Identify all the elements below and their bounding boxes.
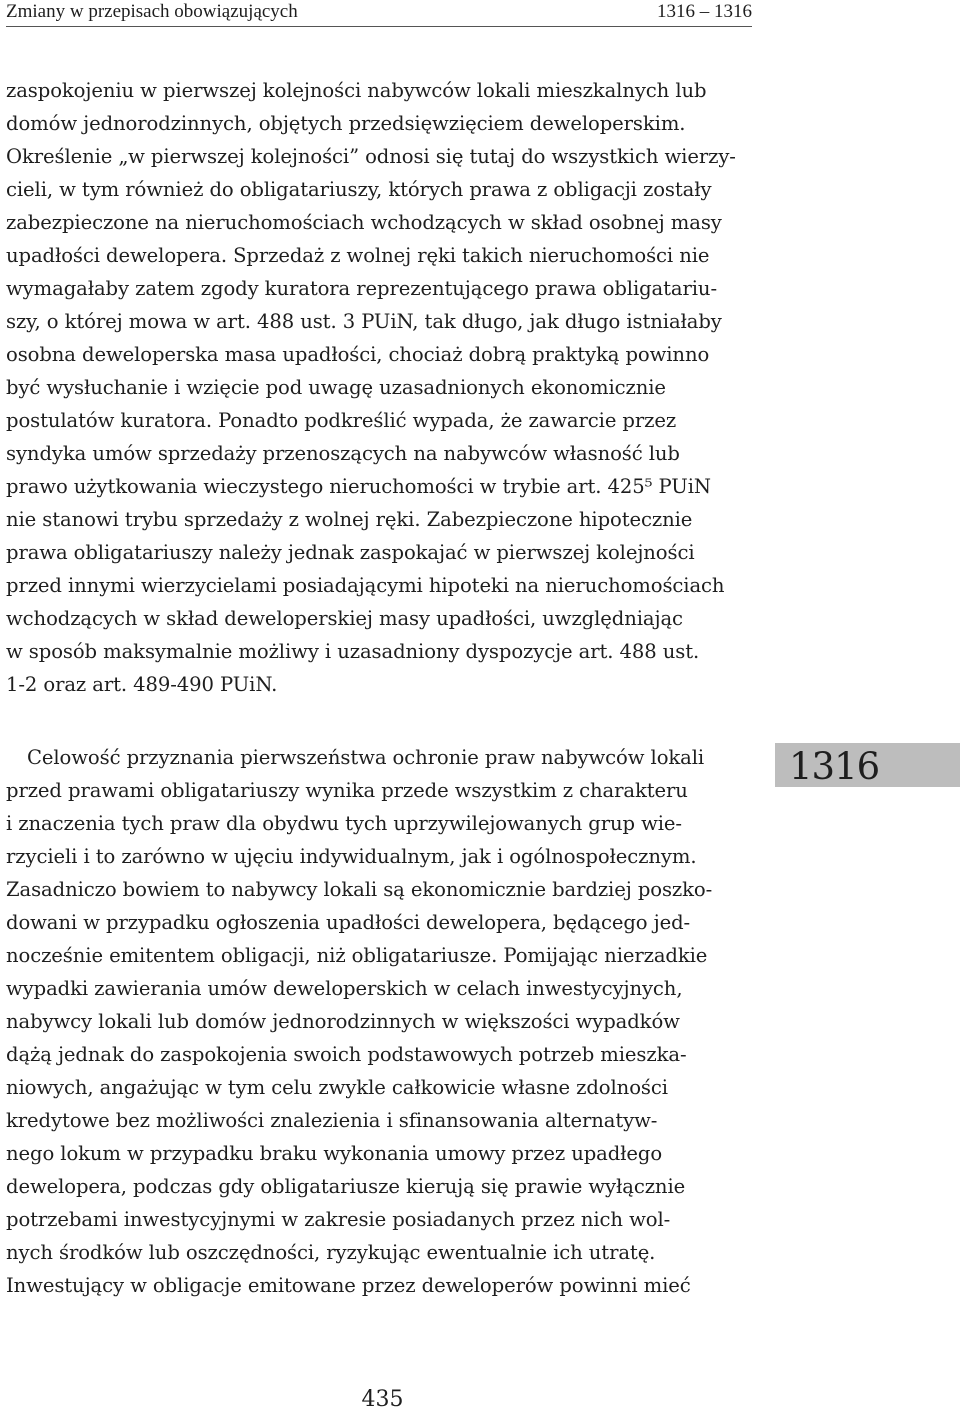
text-line: domów jednorodzinnych, objętych przedsięwzięciem deweloperskim. (6, 112, 686, 135)
text-line: postulatów kuratora. Ponadto podkreślić wypada, że zawarcie przez (6, 409, 677, 432)
text-line: Celowość przyznania pierwszeństwa ochronie praw nabywców lokali (27, 746, 705, 769)
running-head-range: 1316 – 1316 (657, 1, 752, 22)
text-line: zaspokojeniu w pierwszej kolejności nabywców lokali mieszkalnych lub (6, 79, 707, 102)
text-line: syndyka umów sprzedaży przenoszących na nabywców własność lub (6, 442, 680, 465)
page-number: 435 (361, 1387, 404, 1412)
text-line: dewelopera, podczas gdy obligatariusze kierują się prawie wyłącznie (6, 1175, 686, 1198)
text-line: w sposób maksymalnie możliwy i uzasadniony dyspozycje art. 488 ust. (6, 640, 700, 663)
text-line: nabywcy lokali lub domów jednorodzinnych w większości wypadków (6, 1010, 680, 1033)
text-line: cieli, w tym również do obligatariuszy, których prawa z obligacji zostały (6, 178, 712, 201)
text-line: nocześnie emitentem obligacji, niż obligatariusze. Pomijając nierzadkie (6, 944, 708, 967)
text-line: Określenie „w pierwszej kolejności” odnosi się tutaj do wszystkich wierzy- (6, 145, 736, 168)
text-line: prawo użytkowania wieczystego nieruchomości w trybie art. 425⁵ PUiN (6, 475, 711, 498)
text-line: przed prawami obligatariuszy wynika przede wszystkim z charakteru (6, 779, 688, 802)
text-line: nych środków lub oszczędności, ryzykując ewentualnie ich utratę. (6, 1241, 656, 1264)
text-line: potrzebami inwestycyjnymi w zakresie posiadanych przez nich wol- (6, 1208, 671, 1231)
running-head (6, 0, 752, 27)
text-line: przed innymi wierzycielami posiadającymi hipoteki na nieruchomościach (6, 574, 725, 597)
text-line: niowych, angażując w tym celu zwykle całkowicie własne zdolności (6, 1076, 668, 1099)
text-line: wymagałaby zatem zgody kuratora reprezentującego prawa obligatariu- (6, 277, 717, 300)
text-line: 1-2 oraz art. 489-490 PUiN. (6, 673, 278, 696)
paragraph-2 (6, 741, 754, 1302)
text-line: i znaczenia tych praw dla obydwu tych uprzywilejowanych grup wie- (6, 812, 682, 835)
text-line: rzycieli i to zarówno w ujęciu indywidualnym, jak i ogólnospołecznym. (6, 845, 697, 868)
text-line: dowani w przypadku ogłoszenia upadłości dewelopera, będącego jed- (6, 911, 691, 934)
text-line: dążą jednak do zaspokojenia swoich podstawowych potrzeb mieszka- (6, 1043, 687, 1066)
margin-number-box (775, 743, 960, 787)
text-line: osobna deweloperska masa upadłości, chociaż dobrą praktyką powinno (6, 343, 710, 366)
text-line: wypadki zawierania umów deweloperskich w celach inwestycyjnych, (6, 977, 683, 1000)
text-line: wchodzących w skład deweloperskiej masy upadłości, uwzględniając (6, 607, 683, 630)
margin-number: 1316 (789, 745, 880, 788)
text-line: zabezpieczone na nieruchomościach wchodzących w skład osobnej masy (6, 211, 722, 234)
paragraph-1 (6, 74, 754, 701)
text-line: Zasadniczo bowiem to nabywcy lokali są ekonomicznie bardziej poszko- (6, 878, 713, 901)
text-line: szy, o której mowa w art. 488 ust. 3 PUiN, tak długo, jak długo istniałaby (6, 310, 722, 333)
text-line: nie stanowi trybu sprzedaży z wolnej ręki. Zabezpieczone hipotecznie (6, 508, 693, 531)
text-line: nego lokum w przypadku braku wykonania umowy przez upadłego (6, 1142, 663, 1165)
text-line: upadłości dewelopera. Sprzedaż z wolnej ręki takich nieruchomości nie (6, 244, 710, 267)
text-line: prawa obligatariuszy należy jednak zaspokajać w pierwszej kolejności (6, 541, 695, 564)
text-line: być wysłuchanie i wzięcie pod uwagę uzasadnionych ekonomicznie (6, 376, 666, 399)
text-line: kredytowe bez możliwości znalezienia i sfinansowania alternatyw- (6, 1109, 658, 1132)
text-line: Inwestujący w obligacje emitowane przez deweloperów powinni mieć (6, 1274, 691, 1297)
running-head-title: Zmiany w przepisach obowiązujących (6, 1, 298, 22)
